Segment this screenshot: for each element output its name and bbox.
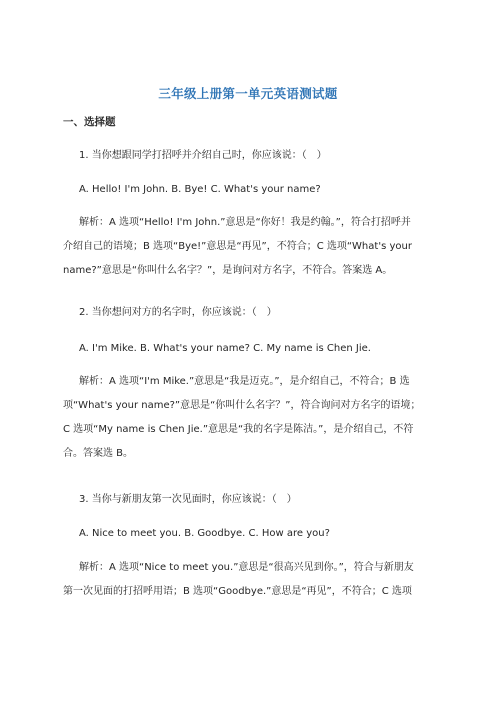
question-3-options: A. Nice to meet you. B. Goodbye. C. How are you? xyxy=(79,528,330,539)
question-3-explanation-line: 解析：A 选项“Nice to meet you.”意思是“很高兴见到你。”，符合与新朋友 xyxy=(79,562,414,573)
question-2-explanation-line: 合。答案选 B。 xyxy=(63,448,134,459)
question-2-options: A. I'm Mike. B. What's your name? C. My name is Chen Jie. xyxy=(79,343,371,354)
question-1-explanation-line: name?”意思是“你叫什么名字？”，是询问对方名字，不符合。答案选 A。 xyxy=(63,265,393,276)
question-1-explanation-line: 介绍自己的语境；B 选项“Bye!”意思是“再见”，不符合；C 选项“What's your xyxy=(63,241,412,252)
question-2-explanation-line: 解析：A 选项“I'm Mike.”意思是“我是迈克。”，是介绍自己，不符合；B 选 xyxy=(79,376,410,387)
question-3-explanation-line: 第一次见面的打招呼用语；B 选项“Goodbye.”意思是“再见”，不符合；C 选项 xyxy=(63,586,412,597)
question-1-options: A. Hello! I'm John. B. Bye! C. What's your name? xyxy=(79,184,321,195)
question-3: 3. 当你与新朋友第一次见面时，你应该说：（ ） xyxy=(79,494,297,505)
question-1-explanation-line: 解析：A 选项“Hello! I'm John.”意思是“你好！我是约翰。”，符合打招呼并 xyxy=(79,217,411,228)
question-2-explanation-line: C 选项“My name is Chen Jie.”意思是“我的名字是陈洁。”，是介绍自己，不符 xyxy=(63,424,414,435)
document-title: 三年级上册第一单元英语测试题 xyxy=(158,86,338,101)
question-2-explanation-line: 项“What's your name?”意思是“你叫什么名字？”，符合询问对方名字的语境； xyxy=(63,400,421,411)
question-1: 1. 当你想跟同学打招呼并介绍自己时，你应该说：（ ） xyxy=(79,150,327,161)
section-heading: 一、选择题 xyxy=(63,116,116,128)
question-2: 2. 当你想问对方的名字时，你应该说：（ ） xyxy=(79,307,277,318)
